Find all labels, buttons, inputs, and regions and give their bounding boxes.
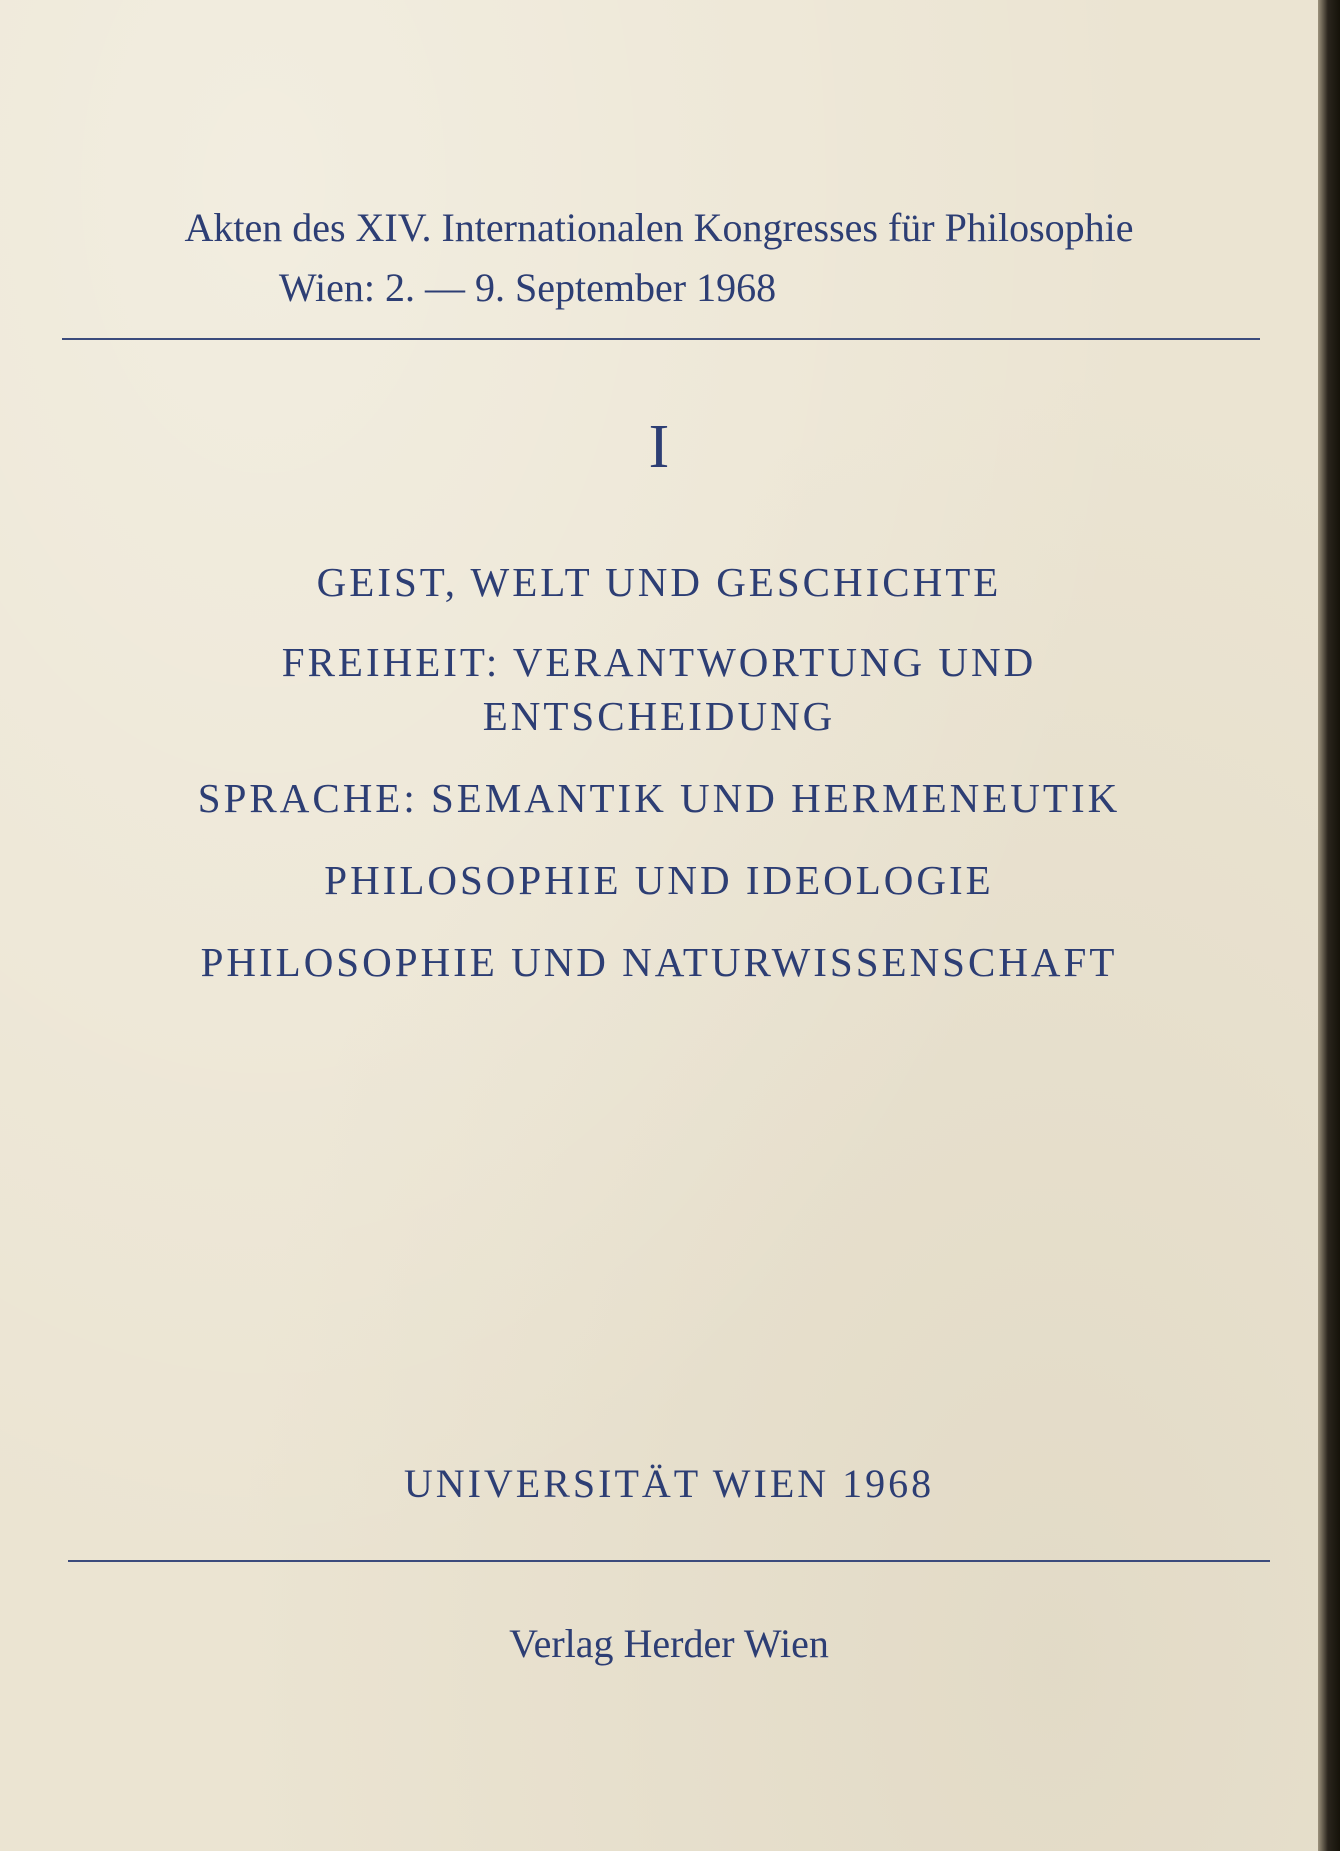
topic-geist-welt: GEIST, WELT UND GESCHICHTE — [316, 559, 1002, 605]
top-divider — [62, 338, 1260, 340]
bottom-divider — [68, 1560, 1270, 1562]
topic-ideologie: PHILOSOPHIE UND IDEOLOGIE — [324, 857, 994, 903]
topic-sprache: SPRACHE: SEMANTIK UND HERMENEUTIK — [197, 775, 1121, 821]
topic-naturwissenschaft: PHILOSOPHIE UND NATURWISSENSCHAFT — [200, 939, 1118, 985]
congress-title: Akten des XIV. Internationalen Kongresses für Philosophie — [184, 205, 1134, 250]
publisher-name: Verlag Herder Wien — [509, 1621, 829, 1666]
cover-edge-shadow — [1318, 0, 1340, 1851]
university-imprint: UNIVERSITÄT WIEN 1968 — [403, 1461, 935, 1506]
congress-dates: Wien: 2. — 9. September 1968 — [278, 265, 777, 310]
topic-freiheit-line1: FREIHEIT: VERANTWORTUNG UND — [281, 639, 1037, 685]
volume-number: I — [648, 413, 670, 481]
topic-freiheit-line2: ENTSCHEIDUNG — [482, 693, 836, 739]
